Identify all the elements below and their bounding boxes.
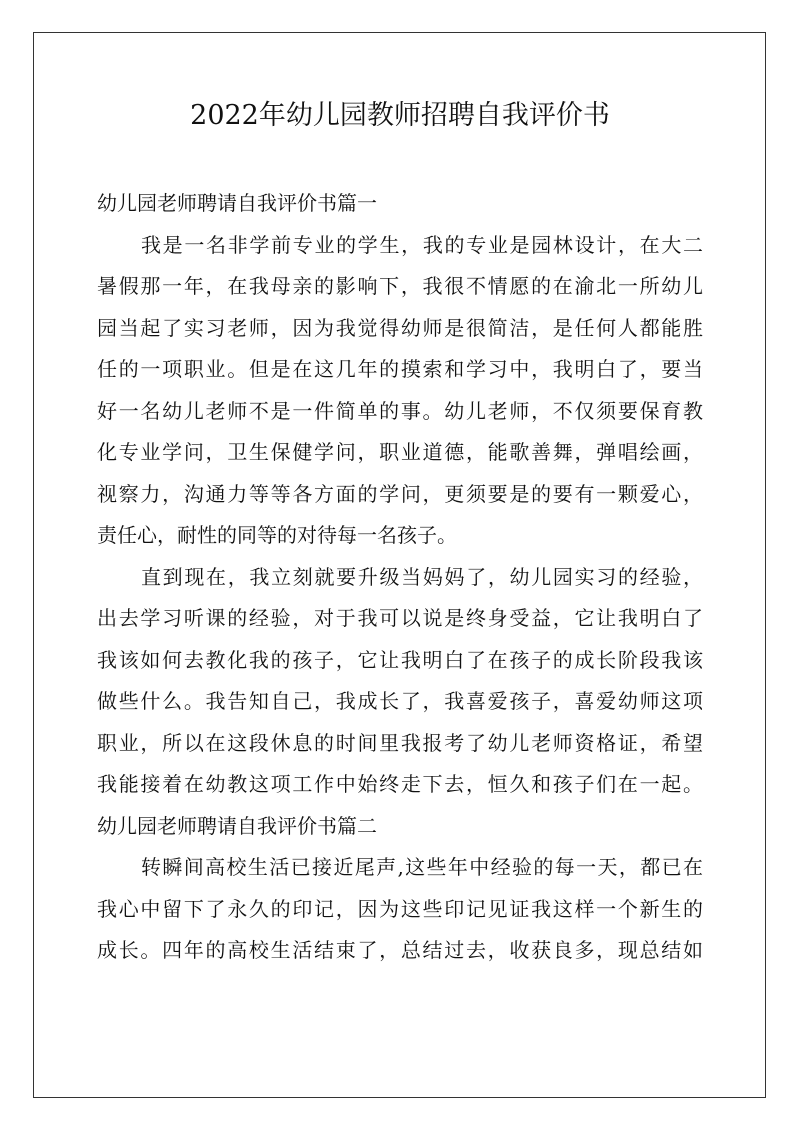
paragraph-line: 任的一项职业。但是在这几年的摸索和学习中，我明白了，要当 bbox=[97, 357, 703, 381]
paragraph-line: 园当起了实习老师，因为我觉得幼师是很简洁，是任何人都能胜 bbox=[97, 315, 703, 340]
paragraph-line: 直到现在，我立刻就要升级当妈妈了，幼儿园实习的经验， bbox=[141, 564, 703, 589]
paragraph-line: 暑假那一年，在我母亲的影响下，我很不情愿的在渝北一所幼儿 bbox=[97, 274, 703, 298]
paragraph-line: 我是一名非学前专业的学生，我的专业是园林设计，在大二 bbox=[141, 232, 703, 257]
paragraph-line: 转瞬间高校生活已接近尾声,这些年中经验的每一天，都已在 bbox=[141, 855, 703, 879]
document-title: 2022年幼儿园教师招聘自我评价书 bbox=[190, 100, 610, 131]
section-heading: 幼儿园老师聘请自我评价书篇二 bbox=[97, 813, 377, 838]
paragraph-line: 做些什么。我告知自己，我成长了，我喜爱孩子，喜爱幼师这项 bbox=[97, 689, 703, 713]
paragraph-line: 化专业学问，卫生保健学问，职业道德，能歌善舞，弹唱绘画， bbox=[97, 440, 703, 464]
paragraph-line: 视察力，沟通力等等各方面的学问，更须要是的要有一颗爱心， bbox=[97, 481, 703, 506]
paragraph-line: 好一名幼儿老师不是一件简单的事。幼儿老师，不仅须要保育教 bbox=[97, 398, 703, 423]
paragraph-line: 我心中留下了永久的印记，因为这些印记见证我这样一个新生的 bbox=[97, 896, 703, 921]
paragraph-line: 责任心，耐性的同等的对待每一名孩子。 bbox=[97, 523, 457, 547]
paragraph-line: 我该如何去教化我的孩子，它让我明白了在孩子的成长阶段我该 bbox=[97, 647, 703, 672]
paragraph-line: 我能接着在幼教这项工作中始终走下去，恒久和孩子们在一起。 bbox=[97, 772, 703, 796]
paragraph-line: 成长。四年的高校生活结束了，总结过去，收获良多，现总结如 bbox=[97, 938, 703, 962]
paragraph-line: 出去学习听课的经验，对于我可以说是终身受益，它让我明白了 bbox=[97, 606, 703, 630]
paragraph-line: 职业，所以在这段休息的时间里我报考了幼儿老师资格证，希望 bbox=[97, 730, 703, 755]
section-heading: 幼儿园老师聘请自我评价书篇一 bbox=[97, 191, 377, 215]
document-body bbox=[97, 183, 703, 972]
